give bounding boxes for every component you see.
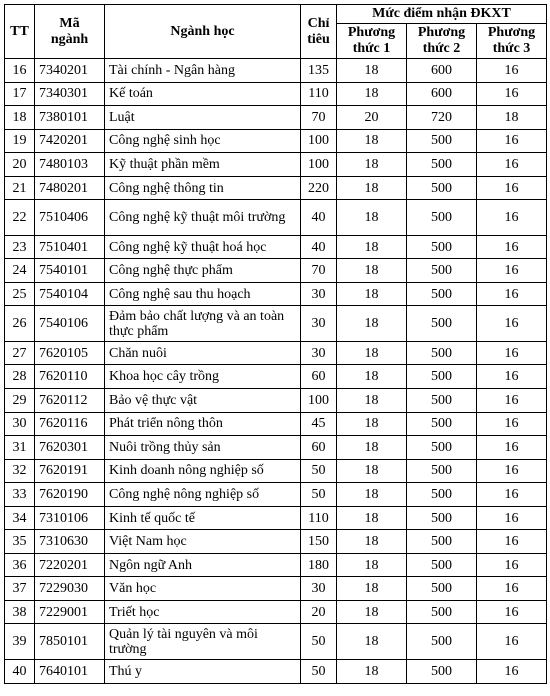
cell-ma-nganh: 7340301 <box>35 82 105 106</box>
cell-phuong-thuc-1: 18 <box>337 553 407 577</box>
cell-nganh-hoc: Ngôn ngữ Anh <box>105 553 301 577</box>
table-row <box>5 259 547 283</box>
cell-ma-nganh: 7620190 <box>35 483 105 507</box>
cell-tt: 37 <box>5 577 35 601</box>
cell-ma-nganh: 7640101 <box>35 659 105 683</box>
cell-tt: 25 <box>5 282 35 306</box>
table-row <box>5 436 547 460</box>
table-row <box>5 624 547 660</box>
cell-chi-tieu: 45 <box>301 412 337 436</box>
cell-nganh-hoc: Quản lý tài nguyên và môi trường <box>105 624 301 660</box>
cell-phuong-thuc-1: 18 <box>337 530 407 554</box>
cell-phuong-thuc-1: 18 <box>337 365 407 389</box>
cell-phuong-thuc-1: 18 <box>337 235 407 259</box>
cell-ma-nganh: 7510401 <box>35 235 105 259</box>
cell-phuong-thuc-2: 500 <box>407 483 477 507</box>
table-body <box>5 59 547 684</box>
cell-phuong-thuc-1: 18 <box>337 389 407 413</box>
cell-phuong-thuc-3: 16 <box>477 553 547 577</box>
cell-ma-nganh: 7310106 <box>35 506 105 530</box>
cell-phuong-thuc-3: 16 <box>477 412 547 436</box>
header-score-group: Mức điểm nhận ĐKXT <box>337 5 547 24</box>
cell-tt: 23 <box>5 235 35 259</box>
cell-ma-nganh: 7620105 <box>35 341 105 365</box>
cell-phuong-thuc-3: 16 <box>477 365 547 389</box>
table-row <box>5 600 547 624</box>
cell-tt: 38 <box>5 600 35 624</box>
cell-phuong-thuc-1: 18 <box>337 153 407 177</box>
table-row <box>5 389 547 413</box>
table-row <box>5 282 547 306</box>
cell-phuong-thuc-2: 500 <box>407 259 477 283</box>
cell-ma-nganh: 7510406 <box>35 200 105 236</box>
table-row <box>5 459 547 483</box>
cell-phuong-thuc-2: 500 <box>407 624 477 660</box>
cell-phuong-thuc-1: 18 <box>337 483 407 507</box>
cell-nganh-hoc: Công nghệ thực phẩm <box>105 259 301 283</box>
cell-phuong-thuc-2: 500 <box>407 235 477 259</box>
cell-phuong-thuc-1: 18 <box>337 506 407 530</box>
cell-nganh-hoc: Nuôi trồng thủy sản <box>105 436 301 460</box>
cell-phuong-thuc-2: 500 <box>407 553 477 577</box>
cell-tt: 20 <box>5 153 35 177</box>
cell-chi-tieu: 110 <box>301 506 337 530</box>
cell-ma-nganh: 7620110 <box>35 365 105 389</box>
cell-nganh-hoc: Khoa học cây trồng <box>105 365 301 389</box>
cell-chi-tieu: 100 <box>301 129 337 153</box>
cell-phuong-thuc-1: 18 <box>337 200 407 236</box>
cell-phuong-thuc-2: 600 <box>407 59 477 83</box>
table-row <box>5 365 547 389</box>
cell-nganh-hoc: Kinh doanh nông nghiệp số <box>105 459 301 483</box>
cell-chi-tieu: 40 <box>301 235 337 259</box>
cell-phuong-thuc-3: 16 <box>477 235 547 259</box>
cell-tt: 27 <box>5 341 35 365</box>
table-row <box>5 235 547 259</box>
header-ma-nganh: Mã ngành <box>35 5 105 59</box>
table-row <box>5 106 547 130</box>
cell-phuong-thuc-3: 16 <box>477 659 547 683</box>
cell-nganh-hoc: Đảm bảo chất lượng và an toàn thực phẩm <box>105 306 301 342</box>
cell-phuong-thuc-3: 16 <box>477 306 547 342</box>
cell-phuong-thuc-2: 720 <box>407 106 477 130</box>
cell-tt: 30 <box>5 412 35 436</box>
cell-tt: 40 <box>5 659 35 683</box>
cell-phuong-thuc-2: 500 <box>407 365 477 389</box>
cell-phuong-thuc-1: 18 <box>337 577 407 601</box>
cell-ma-nganh: 7380101 <box>35 106 105 130</box>
table-row <box>5 200 547 236</box>
header-chi-tieu: Chỉ tiêu <box>301 5 337 59</box>
cell-chi-tieu: 70 <box>301 259 337 283</box>
table-row <box>5 129 547 153</box>
cell-tt: 29 <box>5 389 35 413</box>
cell-ma-nganh: 7540106 <box>35 306 105 342</box>
cell-phuong-thuc-3: 16 <box>477 577 547 601</box>
cell-phuong-thuc-2: 500 <box>407 506 477 530</box>
cell-phuong-thuc-1: 18 <box>337 600 407 624</box>
cell-phuong-thuc-2: 500 <box>407 412 477 436</box>
cell-phuong-thuc-3: 16 <box>477 282 547 306</box>
cell-phuong-thuc-3: 16 <box>477 341 547 365</box>
cell-phuong-thuc-2: 500 <box>407 530 477 554</box>
table-row <box>5 412 547 436</box>
cell-chi-tieu: 70 <box>301 106 337 130</box>
table-row <box>5 577 547 601</box>
cell-phuong-thuc-1: 18 <box>337 459 407 483</box>
cell-nganh-hoc: Bảo vệ thực vật <box>105 389 301 413</box>
cell-phuong-thuc-3: 16 <box>477 389 547 413</box>
cell-phuong-thuc-1: 18 <box>337 129 407 153</box>
cell-nganh-hoc: Luật <box>105 106 301 130</box>
cell-ma-nganh: 7620116 <box>35 412 105 436</box>
cell-phuong-thuc-3: 16 <box>477 483 547 507</box>
cell-chi-tieu: 150 <box>301 530 337 554</box>
cell-tt: 16 <box>5 59 35 83</box>
cell-nganh-hoc: Kỹ thuật phần mềm <box>105 153 301 177</box>
cell-phuong-thuc-3: 16 <box>477 153 547 177</box>
cell-nganh-hoc: Văn học <box>105 577 301 601</box>
cell-tt: 22 <box>5 200 35 236</box>
cell-phuong-thuc-3: 16 <box>477 530 547 554</box>
cell-phuong-thuc-2: 500 <box>407 129 477 153</box>
cell-phuong-thuc-3: 16 <box>477 129 547 153</box>
cell-ma-nganh: 7850101 <box>35 624 105 660</box>
cell-tt: 31 <box>5 436 35 460</box>
header-tt: TT <box>5 5 35 59</box>
admission-table-container <box>4 4 546 684</box>
cell-phuong-thuc-1: 18 <box>337 412 407 436</box>
table-row <box>5 530 547 554</box>
cell-nganh-hoc: Chăn nuôi <box>105 341 301 365</box>
cell-phuong-thuc-2: 500 <box>407 200 477 236</box>
cell-tt: 36 <box>5 553 35 577</box>
cell-phuong-thuc-1: 18 <box>337 59 407 83</box>
cell-tt: 34 <box>5 506 35 530</box>
header-phuong-thuc-3: Phương thức 3 <box>477 24 547 59</box>
cell-chi-tieu: 220 <box>301 176 337 200</box>
cell-ma-nganh: 7310630 <box>35 530 105 554</box>
cell-tt: 33 <box>5 483 35 507</box>
cell-chi-tieu: 50 <box>301 659 337 683</box>
cell-chi-tieu: 135 <box>301 59 337 83</box>
cell-ma-nganh: 7620191 <box>35 459 105 483</box>
cell-tt: 18 <box>5 106 35 130</box>
table-row <box>5 82 547 106</box>
cell-chi-tieu: 30 <box>301 577 337 601</box>
table-row <box>5 153 547 177</box>
cell-nganh-hoc: Công nghệ nông nghiệp số <box>105 483 301 507</box>
cell-phuong-thuc-1: 18 <box>337 341 407 365</box>
cell-chi-tieu: 100 <box>301 389 337 413</box>
cell-tt: 28 <box>5 365 35 389</box>
cell-ma-nganh: 7340201 <box>35 59 105 83</box>
cell-phuong-thuc-2: 500 <box>407 389 477 413</box>
cell-phuong-thuc-1: 18 <box>337 176 407 200</box>
cell-phuong-thuc-3: 16 <box>477 506 547 530</box>
cell-phuong-thuc-2: 500 <box>407 282 477 306</box>
cell-phuong-thuc-1: 20 <box>337 106 407 130</box>
table-row <box>5 483 547 507</box>
cell-nganh-hoc: Triết học <box>105 600 301 624</box>
cell-phuong-thuc-3: 16 <box>477 624 547 660</box>
cell-chi-tieu: 40 <box>301 200 337 236</box>
cell-chi-tieu: 20 <box>301 600 337 624</box>
cell-phuong-thuc-3: 16 <box>477 459 547 483</box>
cell-ma-nganh: 7480201 <box>35 176 105 200</box>
cell-phuong-thuc-2: 500 <box>407 600 477 624</box>
cell-phuong-thuc-2: 500 <box>407 436 477 460</box>
cell-chi-tieu: 60 <box>301 436 337 460</box>
header-phuong-thuc-1: Phương thức 1 <box>337 24 407 59</box>
cell-phuong-thuc-3: 18 <box>477 106 547 130</box>
cell-tt: 26 <box>5 306 35 342</box>
cell-phuong-thuc-3: 16 <box>477 259 547 283</box>
cell-ma-nganh: 7540104 <box>35 282 105 306</box>
cell-ma-nganh: 7620301 <box>35 436 105 460</box>
cell-phuong-thuc-1: 18 <box>337 259 407 283</box>
table-row <box>5 176 547 200</box>
cell-phuong-thuc-1: 18 <box>337 436 407 460</box>
cell-chi-tieu: 50 <box>301 624 337 660</box>
cell-tt: 39 <box>5 624 35 660</box>
cell-nganh-hoc: Tài chính - Ngân hàng <box>105 59 301 83</box>
cell-nganh-hoc: Công nghệ sinh học <box>105 129 301 153</box>
cell-chi-tieu: 50 <box>301 459 337 483</box>
cell-nganh-hoc: Công nghệ kỹ thuật môi trường <box>105 200 301 236</box>
cell-phuong-thuc-3: 16 <box>477 436 547 460</box>
cell-phuong-thuc-3: 16 <box>477 600 547 624</box>
cell-phuong-thuc-3: 16 <box>477 59 547 83</box>
cell-chi-tieu: 30 <box>301 306 337 342</box>
cell-phuong-thuc-2: 500 <box>407 153 477 177</box>
cell-nganh-hoc: Thú y <box>105 659 301 683</box>
cell-phuong-thuc-2: 500 <box>407 659 477 683</box>
cell-phuong-thuc-3: 16 <box>477 82 547 106</box>
cell-ma-nganh: 7220201 <box>35 553 105 577</box>
table-header <box>5 5 547 59</box>
cell-tt: 35 <box>5 530 35 554</box>
cell-chi-tieu: 50 <box>301 483 337 507</box>
cell-chi-tieu: 60 <box>301 365 337 389</box>
table-row <box>5 553 547 577</box>
cell-nganh-hoc: Kế toán <box>105 82 301 106</box>
table-row <box>5 659 547 683</box>
cell-ma-nganh: 7229001 <box>35 600 105 624</box>
admission-score-table <box>4 4 547 684</box>
cell-nganh-hoc: Phát triển nông thôn <box>105 412 301 436</box>
cell-chi-tieu: 100 <box>301 153 337 177</box>
cell-phuong-thuc-2: 600 <box>407 82 477 106</box>
cell-tt: 32 <box>5 459 35 483</box>
cell-tt: 24 <box>5 259 35 283</box>
cell-ma-nganh: 7420201 <box>35 129 105 153</box>
cell-phuong-thuc-2: 500 <box>407 306 477 342</box>
cell-phuong-thuc-1: 18 <box>337 82 407 106</box>
cell-phuong-thuc-2: 500 <box>407 176 477 200</box>
table-row <box>5 506 547 530</box>
cell-chi-tieu: 180 <box>301 553 337 577</box>
cell-tt: 21 <box>5 176 35 200</box>
cell-ma-nganh: 7540101 <box>35 259 105 283</box>
cell-nganh-hoc: Công nghệ thông tin <box>105 176 301 200</box>
cell-nganh-hoc: Công nghệ sau thu hoạch <box>105 282 301 306</box>
cell-tt: 17 <box>5 82 35 106</box>
cell-ma-nganh: 7480103 <box>35 153 105 177</box>
table-row <box>5 341 547 365</box>
cell-phuong-thuc-1: 18 <box>337 624 407 660</box>
cell-chi-tieu: 110 <box>301 82 337 106</box>
cell-phuong-thuc-2: 500 <box>407 341 477 365</box>
cell-phuong-thuc-2: 500 <box>407 577 477 601</box>
cell-ma-nganh: 7620112 <box>35 389 105 413</box>
cell-nganh-hoc: Kinh tế quốc tế <box>105 506 301 530</box>
cell-nganh-hoc: Công nghệ kỹ thuật hoá học <box>105 235 301 259</box>
cell-phuong-thuc-1: 18 <box>337 282 407 306</box>
cell-phuong-thuc-2: 500 <box>407 459 477 483</box>
cell-ma-nganh: 7229030 <box>35 577 105 601</box>
cell-phuong-thuc-3: 16 <box>477 200 547 236</box>
table-row <box>5 306 547 342</box>
cell-phuong-thuc-1: 18 <box>337 659 407 683</box>
cell-phuong-thuc-1: 18 <box>337 306 407 342</box>
table-row <box>5 59 547 83</box>
cell-chi-tieu: 30 <box>301 282 337 306</box>
cell-nganh-hoc: Việt Nam học <box>105 530 301 554</box>
cell-chi-tieu: 30 <box>301 341 337 365</box>
cell-tt: 19 <box>5 129 35 153</box>
header-phuong-thuc-2: Phương thức 2 <box>407 24 477 59</box>
cell-phuong-thuc-3: 16 <box>477 176 547 200</box>
header-nganh-hoc: Ngành học <box>105 5 301 59</box>
